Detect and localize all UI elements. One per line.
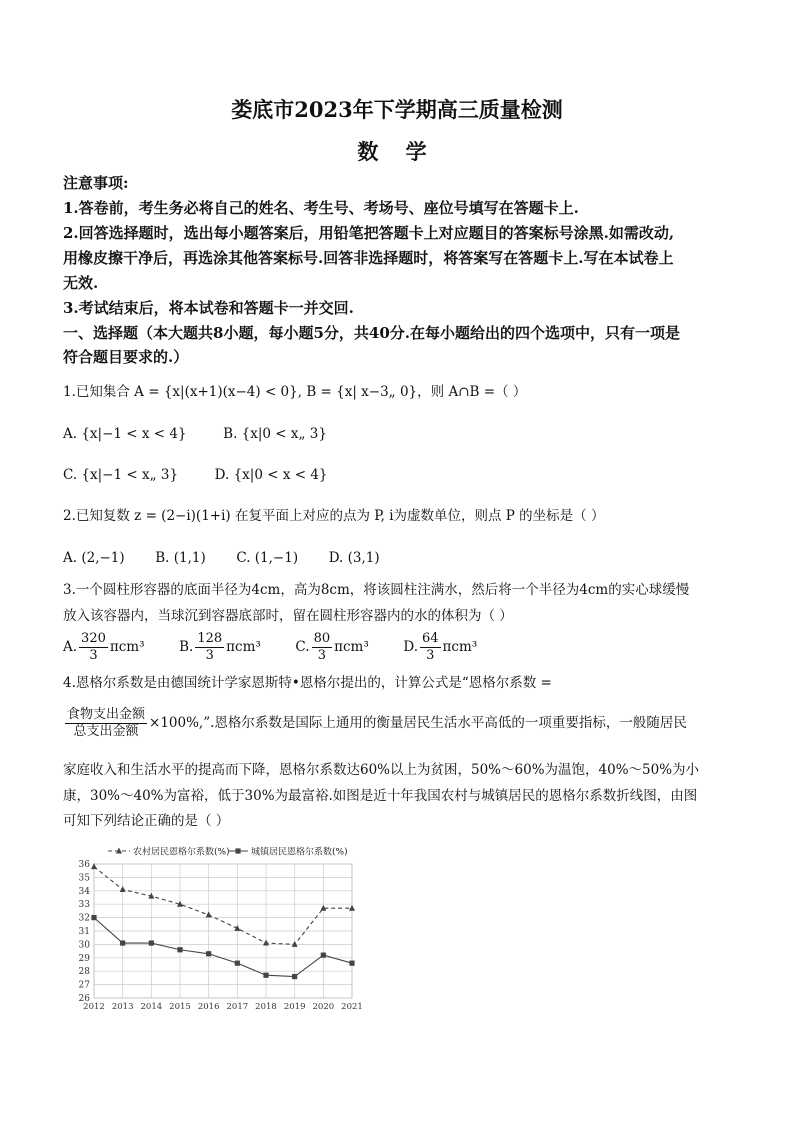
data-point-urban — [120, 940, 125, 945]
y-tick-label: 32 — [78, 913, 90, 924]
q4-formula-fraction: $\frac{\text{食物支出金额}}{\text{总支出金额}}$ — [67, 707, 146, 739]
q2-option-b: B. (1,1) — [155, 550, 206, 566]
q3-line2: 放入该容器内，当球沉到容器底部时，留在圆柱形容器内的水的体积为（ ） — [63, 608, 513, 624]
y-tick-label: 35 — [78, 873, 90, 884]
q4-line4: 康，30%～40%为富裕，低于30%为最富裕.如图是近十年我国农村与城镇居民的恩格尔系数折线图，由图 — [63, 788, 698, 804]
q4-line1: 4.恩格尔系数是由德国统计学家恩斯特•恩格尔提出的，计算公式是“恩格尔系数 = — [63, 675, 552, 691]
data-point-urban — [235, 961, 240, 966]
x-tick-label: 2017 — [226, 1002, 249, 1012]
x-tick-label: 2013 — [111, 1002, 134, 1012]
data-point-urban — [149, 940, 154, 945]
q1-options-row2 — [63, 464, 735, 486]
q1-stem: 1.已知集合 A = {x|(x+1)(x−4) < 0}, B = {x| x−3„ 0}，则 A∩B =（ ） — [63, 384, 527, 400]
q4-line2: $\frac{\text{食物支出金额}}{\text{总支出金额}}$ ×100%,”.恩格尔系数是国际上通用的衡量居民生活水平高低的一项重要指标，一般随居民 — [67, 707, 687, 739]
y-tick-label: 26 — [78, 994, 90, 1004]
q3-options — [63, 630, 735, 664]
y-tick-label: 30 — [78, 940, 90, 951]
data-point-urban — [349, 961, 354, 966]
legend-label-urban: 城镇居民恩格尔系数(%) — [251, 847, 348, 858]
x-tick-label: 2021 — [341, 1002, 363, 1012]
q1-option-c: C. {x|−1 < x„ 3} — [63, 467, 179, 483]
legend-marker-urban — [235, 848, 240, 853]
q4-line5: 可知下列结论正确的是（ ） — [63, 813, 230, 829]
data-point-urban — [292, 974, 297, 979]
y-tick-label: 33 — [78, 900, 90, 911]
q2-options — [63, 547, 735, 569]
y-tick-label: 34 — [78, 886, 90, 897]
notes-item: 2.回答选择题时，选出每小题答案后，用铅笔把答题卡上对应题目的答案标号涂黑.如需改动, — [63, 224, 675, 242]
notes-item: 1.答卷前，考生务必将自己的姓名、考生号、考场号、座位号填写在答题卡上. — [63, 199, 579, 217]
notes-heading: 注意事项: — [63, 174, 129, 192]
y-tick-label: 27 — [78, 980, 90, 991]
data-point-urban — [206, 951, 211, 956]
q3-option-b: B. $\frac{128}{3}$ πcm³ — [179, 631, 261, 663]
x-tick-label: 2019 — [283, 1002, 306, 1012]
notes-item: 用橡皮擦干净后，再选涂其他答案标号.回答非选择题时，将答案写在答题卡上.写在本试卷上 — [63, 249, 674, 267]
notes-item: 无效. — [63, 274, 99, 292]
engel-coefficient-line-chart — [60, 840, 363, 1012]
q2-option-a: A. (2,−1) — [63, 550, 125, 566]
y-tick-label: 28 — [78, 967, 90, 978]
y-tick-label: 31 — [78, 927, 90, 937]
q3-option-a: A. $\frac{320}{3}$ πcm³ — [63, 631, 145, 663]
data-point-urban — [263, 973, 268, 978]
q1-option-a: A. {x|−1 < x < 4} — [63, 426, 187, 442]
q2-option-c: C. (1,−1) — [236, 550, 299, 566]
q2-stem: 2.已知复数 z = (2−i)(1+i) 在复平面上对应的点为 P, i为虚数单位，则点 P 的坐标是（ ） — [63, 508, 605, 524]
data-point-urban — [321, 953, 326, 958]
q3-line1: 3.一个圆柱形容器的底面半径为4cm，高为8cm，将该圆柱注满水，然后将一个半径为4cm的实心球缓慢 — [63, 582, 690, 598]
x-tick-label: 2016 — [197, 1002, 220, 1012]
legend-label-rural: 农村居民恩格尔系数(%) — [133, 847, 230, 858]
x-tick-label: 2015 — [169, 1002, 191, 1012]
data-point-urban — [177, 947, 182, 952]
x-tick-label: 2012 — [83, 1002, 105, 1012]
section-heading-line1: 一、选择题（本大题共8小题，每小题5分，共40分.在每小题给出的四个选项中，只有一项是 — [63, 324, 680, 342]
y-tick-label: 29 — [78, 953, 90, 964]
q3-option-c: C. $\frac{80}{3}$ πcm³ — [295, 631, 369, 663]
y-tick-label: 36 — [78, 860, 90, 870]
section-heading-line2: 符合题目要求的.） — [63, 348, 189, 366]
data-point-urban — [91, 915, 96, 920]
notes-item: 3.考试结束后，将本试卷和答题卡一并交回. — [63, 299, 354, 317]
q1-option-d: D. {x|0 < x < 4} — [214, 467, 328, 483]
q2-option-d: D. (3,1) — [328, 550, 380, 566]
q1-option-b: B. {x|0 < x„ 3} — [223, 426, 327, 442]
page-title: 娄底市2023年下学期高三质量检测 — [231, 97, 563, 122]
q4-line3: 家庭收入和生活水平的提高而下降，恩格尔系数达60%以上为贫困，50%～60%为温饱，40%～50%为小 — [63, 762, 700, 778]
x-tick-label: 2020 — [312, 1002, 335, 1012]
q1-options-row1 — [63, 423, 735, 445]
x-tick-label: 2018 — [255, 1002, 277, 1012]
q3-option-d: D. $\frac{64}{3}$ πcm³ — [403, 631, 478, 663]
x-tick-label: 2014 — [140, 1002, 163, 1012]
subject-title: 数 学 — [357, 139, 437, 164]
